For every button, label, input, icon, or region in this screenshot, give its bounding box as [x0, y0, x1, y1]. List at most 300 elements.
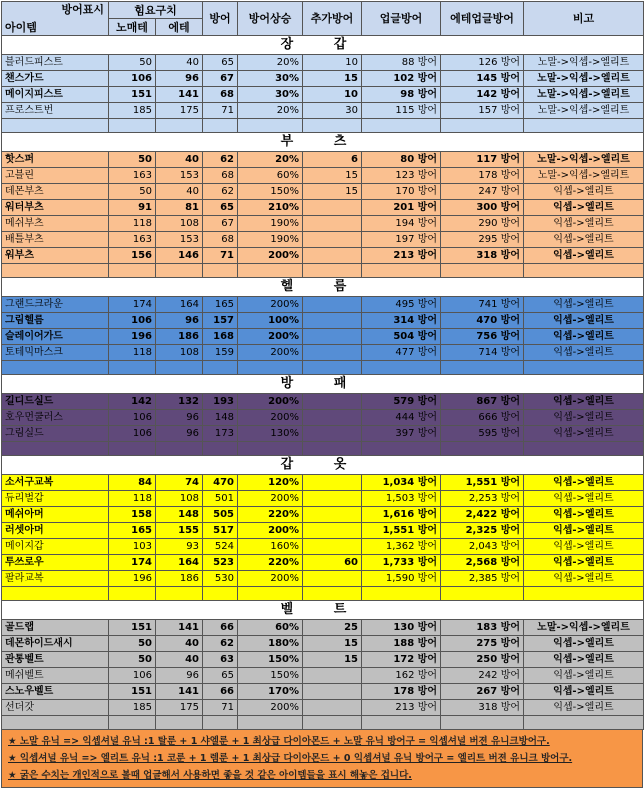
cell-s1: 158 [109, 507, 156, 523]
header-item-label: 아이템 [5, 21, 37, 34]
cell-note: 익셉->엘리트 [524, 507, 644, 523]
cell-s1: 50 [109, 636, 156, 652]
cell-eup: 2,385 방어 [441, 571, 524, 587]
blank-cell [524, 716, 644, 730]
header-defense: 방어 [203, 2, 238, 36]
notes-box [1, 730, 643, 788]
item-row [2, 555, 644, 571]
cell-up: 172 방어 [362, 652, 441, 668]
section-title-row [2, 601, 644, 620]
section-title-row [2, 456, 644, 475]
cell-up: 477 방어 [362, 345, 441, 361]
cell-s1: 118 [109, 216, 156, 232]
cell-up: 1,362 방어 [362, 539, 441, 555]
cell-name: 블러드피스트 [2, 55, 109, 71]
cell-eup: 117 방어 [441, 152, 524, 168]
cell-eup: 714 방어 [441, 345, 524, 361]
cell-def: 62 [203, 152, 238, 168]
cell-def: 68 [203, 168, 238, 184]
section-title: 방 패 [2, 375, 644, 394]
cell-up: 1,503 방어 [362, 491, 441, 507]
cell-up: 495 방어 [362, 297, 441, 313]
cell-add: 60 [303, 555, 362, 571]
cell-up: 1,034 방어 [362, 475, 441, 491]
cell-note: 익셉->엘리트 [524, 684, 644, 700]
cell-up: 178 방어 [362, 684, 441, 700]
cell-add: 25 [303, 620, 362, 636]
cell-inc: 190% [238, 232, 303, 248]
section-title: 헬 름 [2, 278, 644, 297]
cell-s1: 103 [109, 539, 156, 555]
cell-s1: 163 [109, 168, 156, 184]
cell-note: 익셉->엘리트 [524, 555, 644, 571]
cell-s1: 50 [109, 152, 156, 168]
item-row [2, 394, 644, 410]
cell-name: 메쉬아머 [2, 507, 109, 523]
cell-def: 71 [203, 700, 238, 716]
cell-add [303, 297, 362, 313]
cell-name: 프로스트번 [2, 103, 109, 119]
cell-inc: 100% [238, 313, 303, 329]
cell-s2: 146 [156, 248, 203, 264]
blank-cell [2, 264, 109, 278]
cell-note: 익셉->엘리트 [524, 329, 644, 345]
cell-add [303, 507, 362, 523]
cell-add: 10 [303, 87, 362, 103]
cell-s2: 40 [156, 184, 203, 200]
armor-upgrade-sheet [1, 1, 643, 788]
cell-s1: 163 [109, 232, 156, 248]
cell-note: 익셉->엘리트 [524, 668, 644, 684]
cell-s1: 84 [109, 475, 156, 491]
blank-cell [203, 442, 238, 456]
cell-add: 15 [303, 184, 362, 200]
cell-up: 162 방어 [362, 668, 441, 684]
cell-s1: 50 [109, 652, 156, 668]
blank-cell [524, 587, 644, 601]
item-row [2, 652, 644, 668]
cell-s1: 142 [109, 394, 156, 410]
cell-eup: 867 방어 [441, 394, 524, 410]
cell-inc: 160% [238, 539, 303, 555]
cell-eup: 318 방어 [441, 248, 524, 264]
blank-cell [109, 716, 156, 730]
cell-inc: 30% [238, 71, 303, 87]
item-row [2, 426, 644, 442]
cell-inc: 200% [238, 700, 303, 716]
item-row [2, 668, 644, 684]
blank-cell [441, 361, 524, 375]
blank-row [2, 442, 644, 456]
blank-cell [303, 361, 362, 375]
cell-inc: 20% [238, 55, 303, 71]
cell-add: 6 [303, 152, 362, 168]
cell-note: 익셉->엘리트 [524, 410, 644, 426]
cell-eup: 145 방어 [441, 71, 524, 87]
cell-add [303, 410, 362, 426]
cell-s2: 141 [156, 87, 203, 103]
upgrade-table [1, 1, 644, 730]
item-row [2, 232, 644, 248]
item-row [2, 200, 644, 216]
cell-eup: 741 방어 [441, 297, 524, 313]
cell-note: 노말->익셉->엘리트 [524, 152, 644, 168]
blank-cell [303, 119, 362, 133]
cell-def: 66 [203, 684, 238, 700]
cell-inc: 130% [238, 426, 303, 442]
blank-cell [441, 442, 524, 456]
cell-s1: 106 [109, 313, 156, 329]
cell-inc: 170% [238, 684, 303, 700]
blank-cell [441, 716, 524, 730]
cell-s2: 153 [156, 232, 203, 248]
blank-cell [203, 264, 238, 278]
cell-s2: 175 [156, 103, 203, 119]
blank-row [2, 716, 644, 730]
cell-add [303, 700, 362, 716]
cell-add: 15 [303, 71, 362, 87]
cell-note: 노말->익셉->엘리트 [524, 71, 644, 87]
blank-cell [156, 361, 203, 375]
cell-def: 168 [203, 329, 238, 345]
cell-inc: 120% [238, 475, 303, 491]
cell-add [303, 684, 362, 700]
cell-name: 데몬하이드새시 [2, 636, 109, 652]
cell-s2: 96 [156, 426, 203, 442]
cell-note: 노말->익셉->엘리트 [524, 87, 644, 103]
cell-inc: 220% [238, 555, 303, 571]
cell-name: 관통벨트 [2, 652, 109, 668]
note-line: ★ 익셉셔널 유닉 => 엘리트 유닉 :1 코룬 + 1 렘룬 + 1 최상급 다이아몬드 + 0 익셉셔널 유닉 방어구 = 엘리트 버젼 유니크 방어구. [8, 753, 573, 764]
cell-note: 노말->익셉->엘리트 [524, 103, 644, 119]
blank-cell [109, 587, 156, 601]
cell-note: 익셉->엘리트 [524, 700, 644, 716]
cell-name: 그림헬름 [2, 313, 109, 329]
blank-cell [303, 264, 362, 278]
blank-cell [303, 442, 362, 456]
cell-def: 530 [203, 571, 238, 587]
cell-up: 170 방어 [362, 184, 441, 200]
item-row [2, 491, 644, 507]
section-title: 벨 트 [2, 601, 644, 620]
item-row [2, 313, 644, 329]
item-row [2, 216, 644, 232]
cell-add [303, 571, 362, 587]
cell-def: 148 [203, 410, 238, 426]
cell-s1: 91 [109, 200, 156, 216]
blank-cell [203, 587, 238, 601]
blank-cell [203, 716, 238, 730]
cell-s2: 40 [156, 55, 203, 71]
cell-eup: 242 방어 [441, 668, 524, 684]
cell-s2: 164 [156, 297, 203, 313]
cell-s2: 164 [156, 555, 203, 571]
cell-name: 메쉬부츠 [2, 216, 109, 232]
cell-s1: 151 [109, 620, 156, 636]
cell-s1: 156 [109, 248, 156, 264]
section-title: 부 츠 [2, 133, 644, 152]
cell-s2: 96 [156, 71, 203, 87]
cell-inc: 150% [238, 184, 303, 200]
cell-s2: 186 [156, 329, 203, 345]
cell-inc: 60% [238, 620, 303, 636]
cell-add [303, 345, 362, 361]
section-title-row [2, 375, 644, 394]
cell-up: 1,590 방어 [362, 571, 441, 587]
cell-eup: 2,325 방어 [441, 523, 524, 539]
blank-cell [238, 716, 303, 730]
cell-s1: 196 [109, 329, 156, 345]
cell-inc: 20% [238, 103, 303, 119]
cell-s1: 196 [109, 571, 156, 587]
blank-cell [2, 716, 109, 730]
cell-inc: 190% [238, 216, 303, 232]
blank-cell [156, 716, 203, 730]
cell-eup: 1,551 방어 [441, 475, 524, 491]
blank-row [2, 119, 644, 133]
blank-cell [238, 587, 303, 601]
blank-cell [524, 442, 644, 456]
cell-inc: 150% [238, 652, 303, 668]
cell-name: 팔라교복 [2, 571, 109, 587]
cell-def: 68 [203, 232, 238, 248]
blank-cell [441, 119, 524, 133]
section-title-row [2, 278, 644, 297]
cell-add [303, 200, 362, 216]
cell-add: 10 [303, 55, 362, 71]
blank-cell [303, 716, 362, 730]
cell-s1: 165 [109, 523, 156, 539]
cell-up: 213 방어 [362, 700, 441, 716]
cell-def: 193 [203, 394, 238, 410]
cell-name: 듀리벌갑 [2, 491, 109, 507]
blank-cell [362, 361, 441, 375]
cell-note: 익셉->엘리트 [524, 475, 644, 491]
cell-note: 익셉->엘리트 [524, 297, 644, 313]
cell-eup: 126 방어 [441, 55, 524, 71]
cell-eup: 142 방어 [441, 87, 524, 103]
cell-s2: 141 [156, 684, 203, 700]
header-diagonal-cell [2, 2, 109, 36]
cell-def: 63 [203, 652, 238, 668]
cell-def: 65 [203, 200, 238, 216]
cell-s1: 174 [109, 297, 156, 313]
blank-cell [238, 442, 303, 456]
cell-def: 67 [203, 216, 238, 232]
cell-def: 66 [203, 620, 238, 636]
cell-up: 123 방어 [362, 168, 441, 184]
cell-def: 517 [203, 523, 238, 539]
blank-cell [109, 264, 156, 278]
cell-name: 러셋아머 [2, 523, 109, 539]
cell-add [303, 539, 362, 555]
cell-name: 소서구교복 [2, 475, 109, 491]
cell-s2: 40 [156, 636, 203, 652]
item-row [2, 539, 644, 555]
cell-note: 익셉->엘리트 [524, 248, 644, 264]
cell-s1: 151 [109, 684, 156, 700]
cell-s2: 96 [156, 668, 203, 684]
header-magic: 에테 [156, 19, 203, 36]
cell-s1: 106 [109, 71, 156, 87]
blank-cell [109, 361, 156, 375]
item-row [2, 636, 644, 652]
cell-def: 165 [203, 297, 238, 313]
blank-cell [441, 587, 524, 601]
cell-inc: 30% [238, 87, 303, 103]
cell-def: 62 [203, 636, 238, 652]
cell-name: 메이지피스트 [2, 87, 109, 103]
cell-note: 익셉->엘리트 [524, 184, 644, 200]
cell-name: 호우먼쿨러스 [2, 410, 109, 426]
cell-s2: 96 [156, 410, 203, 426]
cell-def: 71 [203, 248, 238, 264]
item-row [2, 184, 644, 200]
cell-s2: 153 [156, 168, 203, 184]
cell-add: 15 [303, 168, 362, 184]
cell-def: 68 [203, 87, 238, 103]
cell-eup: 178 방어 [441, 168, 524, 184]
cell-eup: 157 방어 [441, 103, 524, 119]
cell-note: 익셉->엘리트 [524, 491, 644, 507]
cell-def: 157 [203, 313, 238, 329]
blank-cell [238, 264, 303, 278]
cell-def: 523 [203, 555, 238, 571]
item-row [2, 410, 644, 426]
blank-cell [238, 119, 303, 133]
cell-name: 워터부츠 [2, 200, 109, 216]
blank-cell [156, 587, 203, 601]
cell-add [303, 523, 362, 539]
cell-name: 워부츠 [2, 248, 109, 264]
cell-note: 노말->익셉->엘리트 [524, 168, 644, 184]
cell-s2: 40 [156, 152, 203, 168]
cell-def: 173 [203, 426, 238, 442]
item-row [2, 523, 644, 539]
cell-inc: 210% [238, 200, 303, 216]
cell-up: 115 방어 [362, 103, 441, 119]
cell-inc: 200% [238, 571, 303, 587]
cell-up: 130 방어 [362, 620, 441, 636]
blank-row [2, 264, 644, 278]
note-line: ★ 노말 유닉 => 익셉셔널 유닉 :1 탈룬 + 1 샤엘룬 + 1 최상급 다이아몬드 + 노말 유닉 방어구 = 익셉셔널 버젼 유니크방어구. [8, 736, 550, 747]
blank-cell [203, 361, 238, 375]
cell-s2: 186 [156, 571, 203, 587]
cell-s2: 175 [156, 700, 203, 716]
cell-name: 메이지갑 [2, 539, 109, 555]
cell-def: 159 [203, 345, 238, 361]
blank-cell [109, 119, 156, 133]
cell-def: 65 [203, 668, 238, 684]
cell-up: 213 방어 [362, 248, 441, 264]
cell-s2: 132 [156, 394, 203, 410]
blank-cell [238, 361, 303, 375]
cell-note: 익셉->엘리트 [524, 636, 644, 652]
cell-up: 201 방어 [362, 200, 441, 216]
cell-name: 핫스퍼 [2, 152, 109, 168]
cell-note: 익셉->엘리트 [524, 216, 644, 232]
cell-add [303, 216, 362, 232]
cell-s2: 96 [156, 313, 203, 329]
item-row [2, 345, 644, 361]
item-row [2, 152, 644, 168]
item-row [2, 103, 644, 119]
cell-name: 선더갓 [2, 700, 109, 716]
header-row-top [2, 2, 644, 19]
cell-up: 80 방어 [362, 152, 441, 168]
cell-inc: 220% [238, 507, 303, 523]
cell-s1: 118 [109, 491, 156, 507]
cell-up: 102 방어 [362, 71, 441, 87]
item-row [2, 297, 644, 313]
cell-name: 그림실드 [2, 426, 109, 442]
cell-up: 197 방어 [362, 232, 441, 248]
cell-add [303, 329, 362, 345]
item-row [2, 87, 644, 103]
cell-inc: 200% [238, 345, 303, 361]
cell-inc: 200% [238, 491, 303, 507]
cell-inc: 180% [238, 636, 303, 652]
item-row [2, 475, 644, 491]
cell-eup: 318 방어 [441, 700, 524, 716]
blank-cell [156, 119, 203, 133]
cell-s1: 174 [109, 555, 156, 571]
blank-cell [362, 716, 441, 730]
cell-s1: 106 [109, 410, 156, 426]
cell-up: 98 방어 [362, 87, 441, 103]
cell-name: 고블린 [2, 168, 109, 184]
blank-cell [109, 442, 156, 456]
cell-note: 익셉->엘리트 [524, 200, 644, 216]
item-row [2, 684, 644, 700]
cell-s2: 108 [156, 216, 203, 232]
blank-cell [156, 442, 203, 456]
cell-eup: 756 방어 [441, 329, 524, 345]
cell-note: 익셉->엘리트 [524, 571, 644, 587]
item-row [2, 571, 644, 587]
cell-note: 익셉->엘리트 [524, 345, 644, 361]
blank-row [2, 361, 644, 375]
section-title-row [2, 36, 644, 55]
note-line: ★ 굵은 수치는 개인적으로 볼때 업글해서 사용하면 좋을 것 같은 아이템들을 표시 해놓은 겁니다. [8, 770, 412, 781]
cell-up: 88 방어 [362, 55, 441, 71]
blank-cell [303, 587, 362, 601]
blank-row [2, 587, 644, 601]
cell-s2: 108 [156, 345, 203, 361]
header-display-label: 방어표시 [61, 3, 104, 16]
cell-up: 504 방어 [362, 329, 441, 345]
cell-def: 470 [203, 475, 238, 491]
cell-note: 익셉->엘리트 [524, 426, 644, 442]
cell-name: 메쉬벨트 [2, 668, 109, 684]
cell-eup: 183 방어 [441, 620, 524, 636]
cell-add [303, 232, 362, 248]
cell-s2: 141 [156, 620, 203, 636]
item-row [2, 329, 644, 345]
cell-def: 501 [203, 491, 238, 507]
cell-name: 챈스가드 [2, 71, 109, 87]
cell-up: 1,616 방어 [362, 507, 441, 523]
cell-note: 노말->익셉->엘리트 [524, 620, 644, 636]
cell-s2: 81 [156, 200, 203, 216]
item-row [2, 55, 644, 71]
blank-cell [2, 587, 109, 601]
cell-eup: 2,422 방어 [441, 507, 524, 523]
cell-eup: 300 방어 [441, 200, 524, 216]
cell-note: 익셉->엘리트 [524, 232, 644, 248]
cell-note: 익셉->엘리트 [524, 313, 644, 329]
cell-inc: 200% [238, 410, 303, 426]
